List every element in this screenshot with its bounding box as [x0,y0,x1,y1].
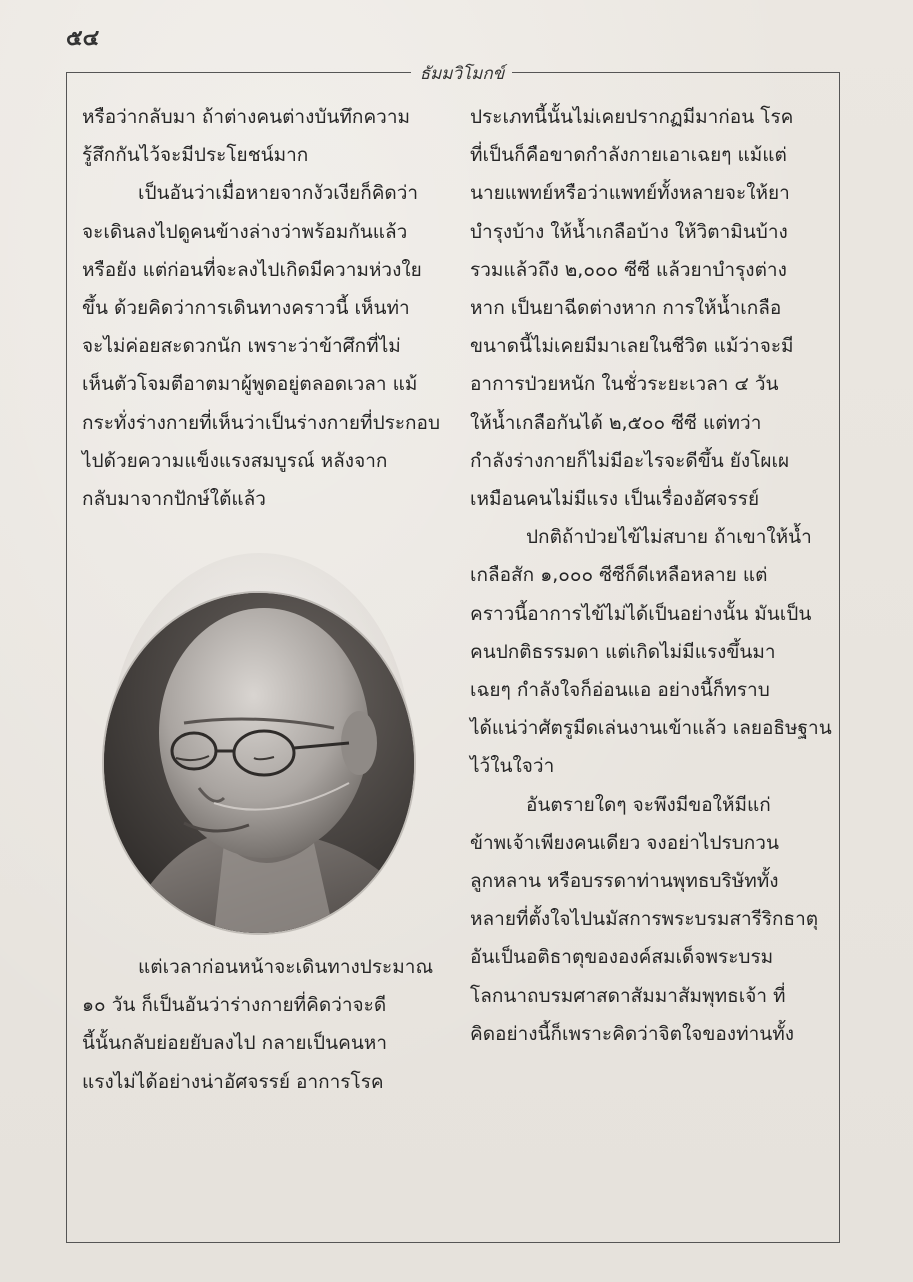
paragraph-line: โลกนาถบรมศาสดาสัมมาสัมพุทธเจ้า ที่ [470,984,786,1007]
running-title: ธัมมวิโมกข์ [419,64,505,84]
paragraph-line: กำลังร่างกายก็ไม่มีอะไรจะดีขึ้น ยังโผเผ [470,449,790,472]
paragraph-line: หรือว่ากลับมา ถ้าต่างคนต่างบันทึกความ [82,106,411,128]
paragraph-line: แรงไม่ได้อย่างน่าอัศจรรย์ อาการโรค [82,1070,384,1093]
paragraph-line: หาก เป็นยาฉีดต่างหาก การให้น้ำเกลือ [470,297,782,320]
paragraph-line: เป็นอันว่าเมื่อหายจากงัวเงียก็คิดว่า [138,182,419,205]
frame-top-rule-right [512,72,839,73]
left-column [82,98,442,518]
paragraph-line: เกลือสัก ๑,๐๐๐ ซีซีก็ดีเหลือหลาย แต่ [470,564,768,587]
paragraph-line: ขึ้น ด้วยคิดว่าการเดินทางคราวนี้ เห็นท่า [82,297,410,320]
paragraph-line: ที่เป็นก็คือขาดกำลังกายเอาเฉยๆ แม้แต่ [470,144,787,167]
frame-top-rule-left [66,72,411,73]
right-column [470,98,830,1053]
paragraph-line: ให้น้ำเกลือกันได้ ๒,๕๐๐ ซีซี แต่ทว่า [470,411,762,434]
paragraph-line: แต่เวลาก่อนหน้าจะเดินทางประมาณ [138,956,434,978]
left-column-bottom [82,948,442,1101]
paragraph-line: เห็นตัวโจมตีอาตมาผู้พูดอยู่ตลอดเวลา แม้ [82,373,418,396]
paragraph-line: รู้สึกกันไว้จะมีประโยชน์มาก [82,144,309,167]
monk-portrait [98,593,420,933]
paragraph-line: ขนาดนี้ไม่เคยมีมาเลยในชีวิต แม้ว่าจะมี [470,335,794,358]
paragraph-line: คิดอย่างนี้ก็เพราะคิดว่าจิตใจของท่านทั้ง [470,1022,795,1045]
paragraph-line: เฉยๆ กำลังใจก็อ่อนแอ อย่างนี้ก็ทราบ [470,679,770,702]
paragraph-line: นายแพทย์หรือว่าแพทย์ทั้งหลายจะให้ยา [470,182,790,205]
paragraph-line: ข้าพเจ้าเพียงคนเดียว จงอย่าไปรบกวน [470,831,779,854]
paragraph-line: หลายที่ตั้งใจไปนมัสการพระบรมสารีริกธาตุ [470,908,819,931]
paragraph-line: เหมือนคนไม่มีแรง เป็นเรื่องอัศจรรย์ [470,488,760,511]
monk-portrait-image [104,593,414,933]
paragraph-line: ไปด้วยความแข็งแรงสมบูรณ์ หลังจาก [82,449,388,472]
paragraph-line: คนปกติธรรมดา แต่เกิดไม่มีแรงขึ้นมา [470,640,776,663]
paragraph-line: หรือยัง แต่ก่อนที่จะลงไปเกิดมีความห่วงใย [82,258,422,281]
paragraph-line: รวมแล้วถึง ๒,๐๐๐ ซีซี แล้วยาบำรุงต่าง [470,258,787,281]
paragraph-line: นี้นั้นกลับย่อยยับลงไป กลายเป็นคนหา [82,1032,388,1055]
paragraph-line: บำรุงบ้าง ให้น้ำเกลือบ้าง ให้วิตามินบ้าง [470,220,788,243]
paragraph-line: อาการป่วยหนัก ในชั่วระยะเวลา ๔ วัน [470,373,779,396]
paragraph-line: ปกติถ้าป่วยไข้ไม่สบาย ถ้าเขาให้น้ำ [526,526,812,549]
paragraph-line: ไว้ในใจว่า [470,755,555,778]
paragraph-line: จะไม่ค่อยสะดวกนัก เพราะว่าข้าศึกที่ไม่ [82,335,401,358]
paragraph-line: กลับมาจากปักษ์ใต้แล้ว [82,488,266,511]
paragraph-line: ประเภทนี้นั้นไม่เคยปรากฏมีมาก่อน โรค [470,106,794,128]
paragraph-line: ได้แน่ว่าศัตรูมีดเล่นงานเข้าแล้ว เลยอธิษฐาน [470,717,832,740]
paragraph-line: คราวนี้อาการไข้ไม่ได้เป็นอย่างนั้น มันเป็น [470,602,812,625]
paragraph-line: อันตรายใดๆ จะพึงมีขอให้มีแก่ [526,793,771,816]
paragraph-line: จะเดินลงไปดูคนข้างล่างว่าพร้อมกันแล้ว [82,220,408,243]
portrait-oval [104,593,414,933]
paragraph-line: ลูกหลาน หรือบรรดาท่านพุทธบริษัททั้ง [470,870,779,893]
paragraph-line: ๑๐ วัน ก็เป็นอันว่าร่างกายที่คิดว่าจะดี [82,994,387,1017]
page-number: ๕๔ [66,26,100,51]
paragraph-line: กระทั่งร่างกายที่เห็นว่าเป็นร่างกายที่ประกอบ [82,411,441,434]
paragraph-line: อันเป็นอติธาตุขององค์สมเด็จพระบรม [470,946,774,969]
